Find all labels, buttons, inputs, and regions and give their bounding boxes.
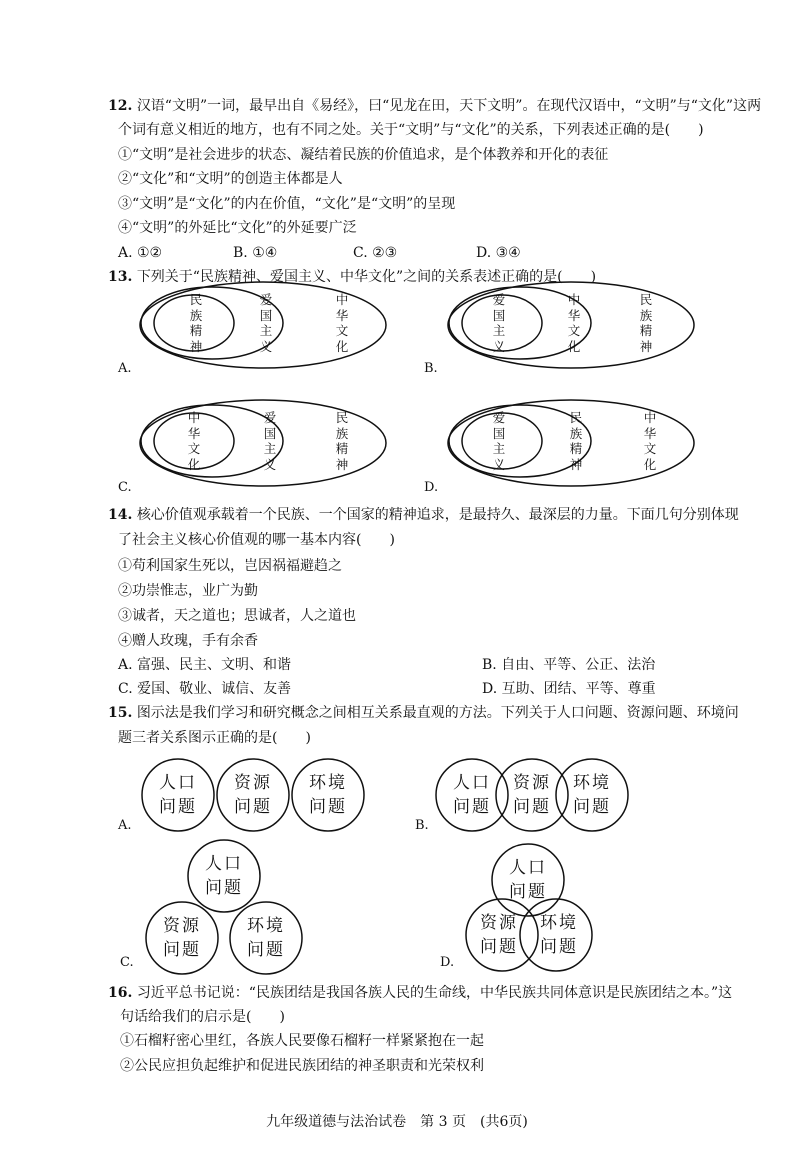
q13-b-letter: B. [424, 361, 438, 376]
q13-a-inner-label: 民族精神 [189, 292, 203, 354]
q13-c-middle-label: 爱国主义 [263, 410, 277, 472]
q13-b-inner-label: 爱国主义 [492, 292, 506, 354]
q15-d-population-label: 人口 问题 [509, 858, 547, 902]
q13-a-outer-label: 中华文化 [335, 292, 349, 354]
q12-stem-line-2: 个词有意义相近的地方，也有不同之处。关于“文明”与“文化”的关系，下列表述正确的是( ) [118, 122, 704, 138]
q12-option-b[interactable]: B. ①④ [233, 245, 278, 261]
q12-item-3: ③“文明”是“文化”的内在价值，“文化”是“文明”的呈现 [118, 196, 456, 212]
q15-d-letter: D. [440, 955, 455, 970]
q13-d-letter: D. [424, 480, 439, 495]
q12-stem-text-1: 汉语“文明”一词，最早出自《易经》，曰“见龙在田，天下文明”。在现代汉语中，“文明”与“文化”这两 [136, 98, 762, 114]
q13-d-inner-label: 爱国主义 [492, 410, 506, 472]
q15-c-resource-label: 资源 问题 [163, 916, 201, 960]
q14-item-3: ③诚者，天之道也；思诚者，人之道也 [118, 608, 356, 624]
q12-option-a[interactable]: A. ①② [118, 245, 163, 261]
q12-item-2: ②“文化”和“文明”的创造主体都是人 [118, 171, 343, 187]
q15-d-resource-label: 资源 问题 [480, 913, 518, 957]
q14-option-b[interactable]: B. 自由、平等、公正、法治 [482, 657, 656, 673]
q15-c-population-label: 人口 问题 [205, 854, 243, 898]
q13-b-outer-label: 民族精神 [639, 292, 653, 354]
q15-b-environment-label: 环境 问题 [573, 773, 611, 817]
q13-d-outer-label: 中华文化 [643, 410, 657, 472]
q14-item-1: ①苟利国家生死以，岂因祸福避趋之 [118, 558, 342, 574]
q16-item-1: ①石榴籽密心里红，各族人民要像石榴籽一样紧紧抱在一起 [120, 1033, 484, 1049]
q14-item-2: ②功崇惟志，业广为勤 [118, 583, 258, 599]
q13-a-letter: A. [118, 361, 132, 376]
q14-stem-text-1: 核心价值观承载着一个民族、一个国家的精神追求，是最持久、最深层的力量。下面几句分别体现 [136, 507, 739, 523]
q12-item-1: ①“文明”是社会进步的状态、凝结着民族的价值追求，是个体教养和开化的表征 [118, 147, 609, 163]
q13-a-middle-label: 爱国主义 [259, 292, 273, 354]
q14-number: 14. [108, 507, 133, 523]
q14-stem-line-2: 了社会主义核心价值观的哪一基本内容( ) [118, 532, 395, 548]
q15-a-environment-label: 环境 问题 [309, 773, 347, 817]
q16-stem-text-1: 习近平总书记说：“民族团结是我国各族人民的生命线，中华民族共同体意识是民族团结之本。”这 [136, 985, 733, 1001]
q16-item-2: ②公民应担负起维护和促进民族团结的神圣职责和光荣权利 [120, 1058, 484, 1074]
q15-stem-line-2: 题三者关系图示正确的是( ) [118, 730, 311, 746]
q12-stem-line-1 [108, 96, 761, 116]
q14-option-d[interactable]: D. 互助、团结、平等、尊重 [482, 681, 656, 697]
q12-number: 12. [108, 98, 133, 114]
q16-stem-line-1 [108, 983, 732, 1003]
q13-d-middle-label: 民族精神 [569, 410, 583, 472]
q15-number: 15. [108, 705, 133, 721]
q12-option-c[interactable]: C. ②③ [353, 245, 398, 261]
q14-option-a[interactable]: A. 富强、民主、文明、和谐 [118, 657, 292, 673]
q14-option-c[interactable]: C. 爱国、敬业、诚信、友善 [118, 681, 292, 697]
q12-item-4: ④“文明”的外延比“文化”的外延要广泛 [118, 220, 357, 236]
q13-c-inner-label: 中华文化 [187, 410, 201, 472]
q13-c-letter: C. [118, 480, 132, 495]
q15-a-resource-label: 资源 问题 [234, 773, 272, 817]
q13-b-middle-label: 中华文化 [567, 292, 581, 354]
q13-stem-text: 下列关于“民族精神、爱国主义、中华文化”之间的关系表述正确的是( ) [136, 269, 597, 285]
q16-stem-line-2: 句话给我们的启示是( ) [120, 1009, 285, 1025]
q16-number: 16. [108, 985, 133, 1001]
q14-stem-line-1 [108, 505, 739, 525]
q15-d-environment-label: 环境 问题 [540, 913, 578, 957]
page-footer: 九年级道德与法治试卷 第 3 页 (共6页) [266, 1114, 528, 1130]
q15-a-population-label: 人口 问题 [159, 773, 197, 817]
q15-stem-text-1: 图示法是我们学习和研究概念之间相互关系最直观的方法。下列关于人口问题、资源问题、环境问 [136, 705, 739, 721]
q12-option-d[interactable]: D. ③④ [476, 245, 521, 261]
q13-c-outer-label: 民族精神 [335, 410, 349, 472]
q15-stem-line-1 [108, 703, 739, 723]
q15-c-environment-label: 环境 问题 [247, 916, 285, 960]
q14-item-4: ④赠人玫瑰，手有余香 [118, 633, 258, 649]
q15-c-letter: C. [120, 955, 134, 970]
q13-number: 13. [108, 269, 133, 285]
q15-b-population-label: 人口 问题 [453, 773, 491, 817]
q15-b-resource-label: 资源 问题 [513, 773, 551, 817]
q15-a-letter: A. [118, 818, 132, 833]
q15-b-letter: B. [415, 818, 429, 833]
